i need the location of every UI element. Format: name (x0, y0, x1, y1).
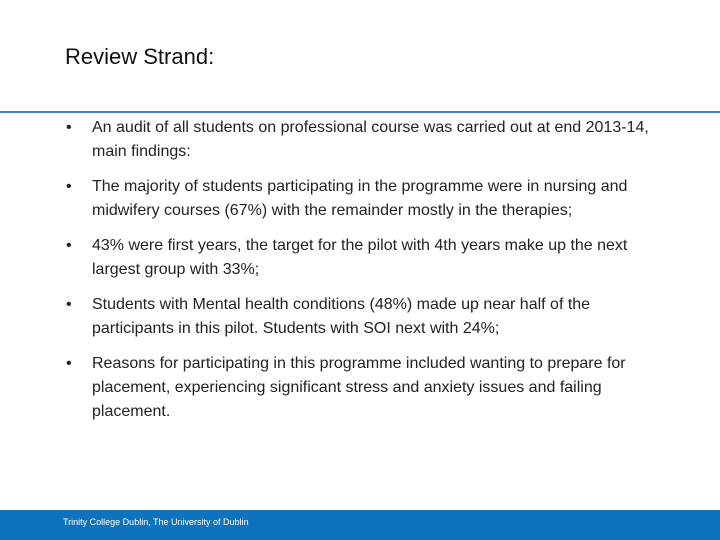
bullet-text: Students with Mental health conditions (48%) made up near half of the participants in this pilot. Students with SOI next with 24%; (92, 296, 591, 337)
bullet-dot-icon: • (66, 296, 72, 313)
bullet-dot-icon: • (66, 119, 72, 136)
bullet-item (62, 293, 662, 341)
bullet-item (62, 234, 662, 282)
bullet-text: An audit of all students on professional course was carried out at end 2013-14, main findings: (92, 119, 649, 160)
slide-title: Review Strand: (65, 44, 215, 69)
bullet-dot-icon: • (66, 355, 72, 372)
bullet-text: 43% were first years, the target for the pilot with 4th years make up the next largest group with 33%; (92, 237, 628, 278)
footer-text: Trinity College Dublin, The University of Dublin (63, 517, 249, 527)
title-divider (0, 111, 720, 113)
bullet-dot-icon: • (66, 237, 72, 254)
bullet-dot-icon: • (66, 178, 72, 195)
bullet-item (62, 352, 662, 424)
bullet-text: The majority of students participating in the programme were in nursing and midwifery courses (67%) with the remainder mostly in the therapies; (92, 178, 628, 219)
footer-bar (0, 510, 720, 540)
bullet-list (62, 116, 662, 424)
bullet-item (62, 175, 662, 223)
bullet-item (62, 116, 662, 164)
bullet-text: Reasons for participating in this programme included wanting to prepare for placement, experiencing significant stress and anxiety issues and failing placement. (92, 355, 626, 420)
